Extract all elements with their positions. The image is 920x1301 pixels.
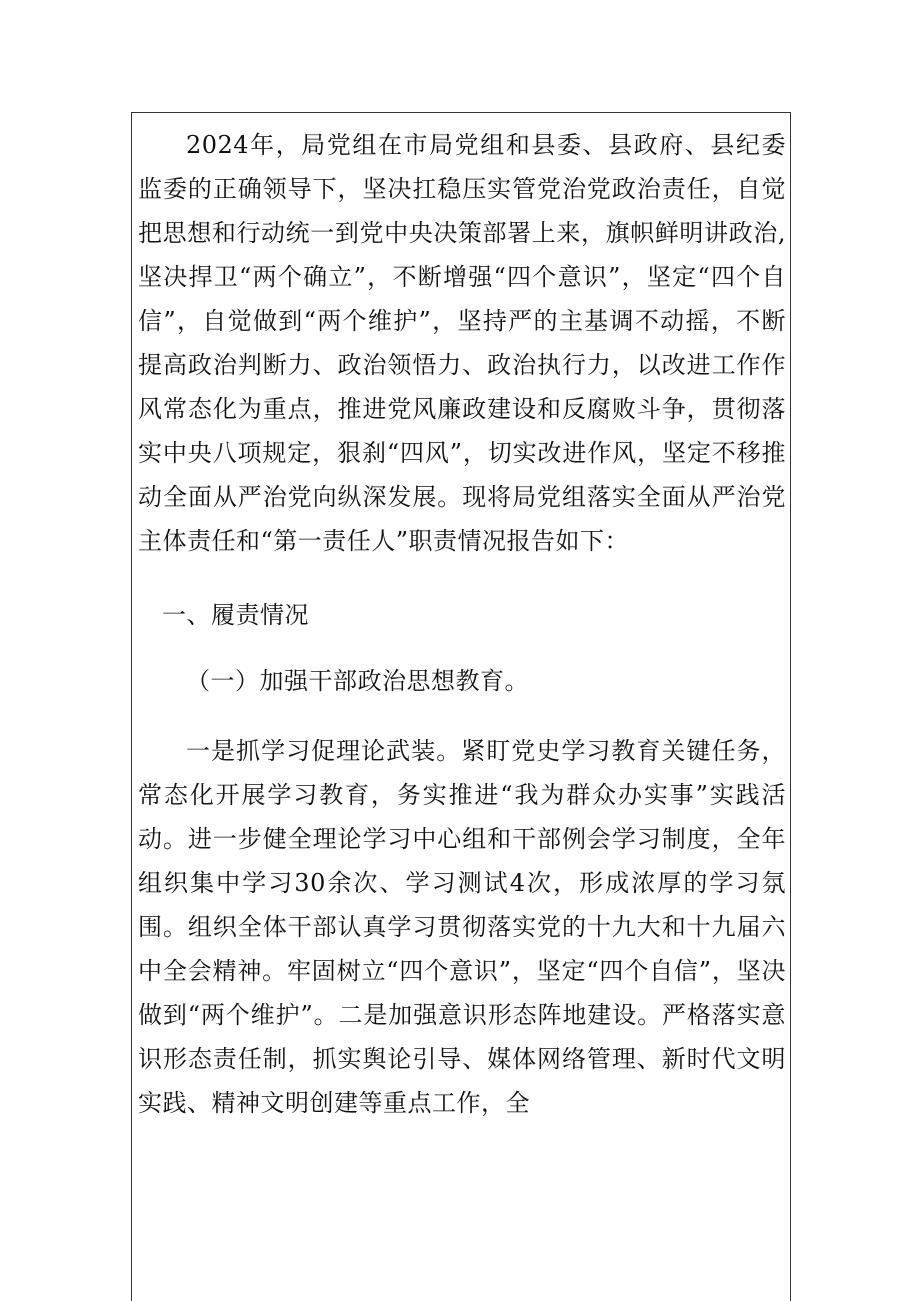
body-paragraph: 一是抓学习促理论武装。紧盯党史学习教育关键任务，常态化开展学习教育，务实推进“我为群众办实事”实践活动。进一步健全理论学习中心组和干部例会学习制度，全年组织集中学习30余次、学习测试4次，形成浓厚的学习氛围。组织全体干部认真学习贯彻落实党的十九大和十九届六中全会精神。牢固树立“四个意识”，坚定“四个自信”，坚决做到“两个维护”。二是加强意识形态阵地建设。严格落实意识形态责任制，抓实舆论引导、媒体网络管理、新时代文明实践、精神文明创建等重点工作，全 [138, 737, 786, 1117]
document-content [138, 123, 786, 1125]
subsection-heading: （一）加强干部政治思想教育。 [186, 667, 529, 695]
intro-paragraph: 2024年，局党组在市局党组和县委、县政府、县纪委监委的正确领导下，坚决扛稳压实管党治党政治责任，自觉把思想和行动统一到党中央决策部署上来，旗帜鲜明讲政治,坚决捍卫“两个确立”，不断增强“四个意识”，坚定“四个自信”，自觉做到“两个维护”，坚持严的主基调不动摇，不断提高政治判断力、政治领悟力、政治执行力，以改进工作作风常态化为重点，推进党风廉政建设和反腐败斗争，贯彻落实中央八项规定，狠刹“四风”，切实改进作风，坚定不移推动全面从严治党向纵深发展。现将局党组落实全面从严治党主体责任和“第一责任人”职责情况报告如下： [138, 131, 786, 555]
section-heading: 一、履责情况 [162, 601, 309, 629]
document-frame [131, 112, 791, 1301]
